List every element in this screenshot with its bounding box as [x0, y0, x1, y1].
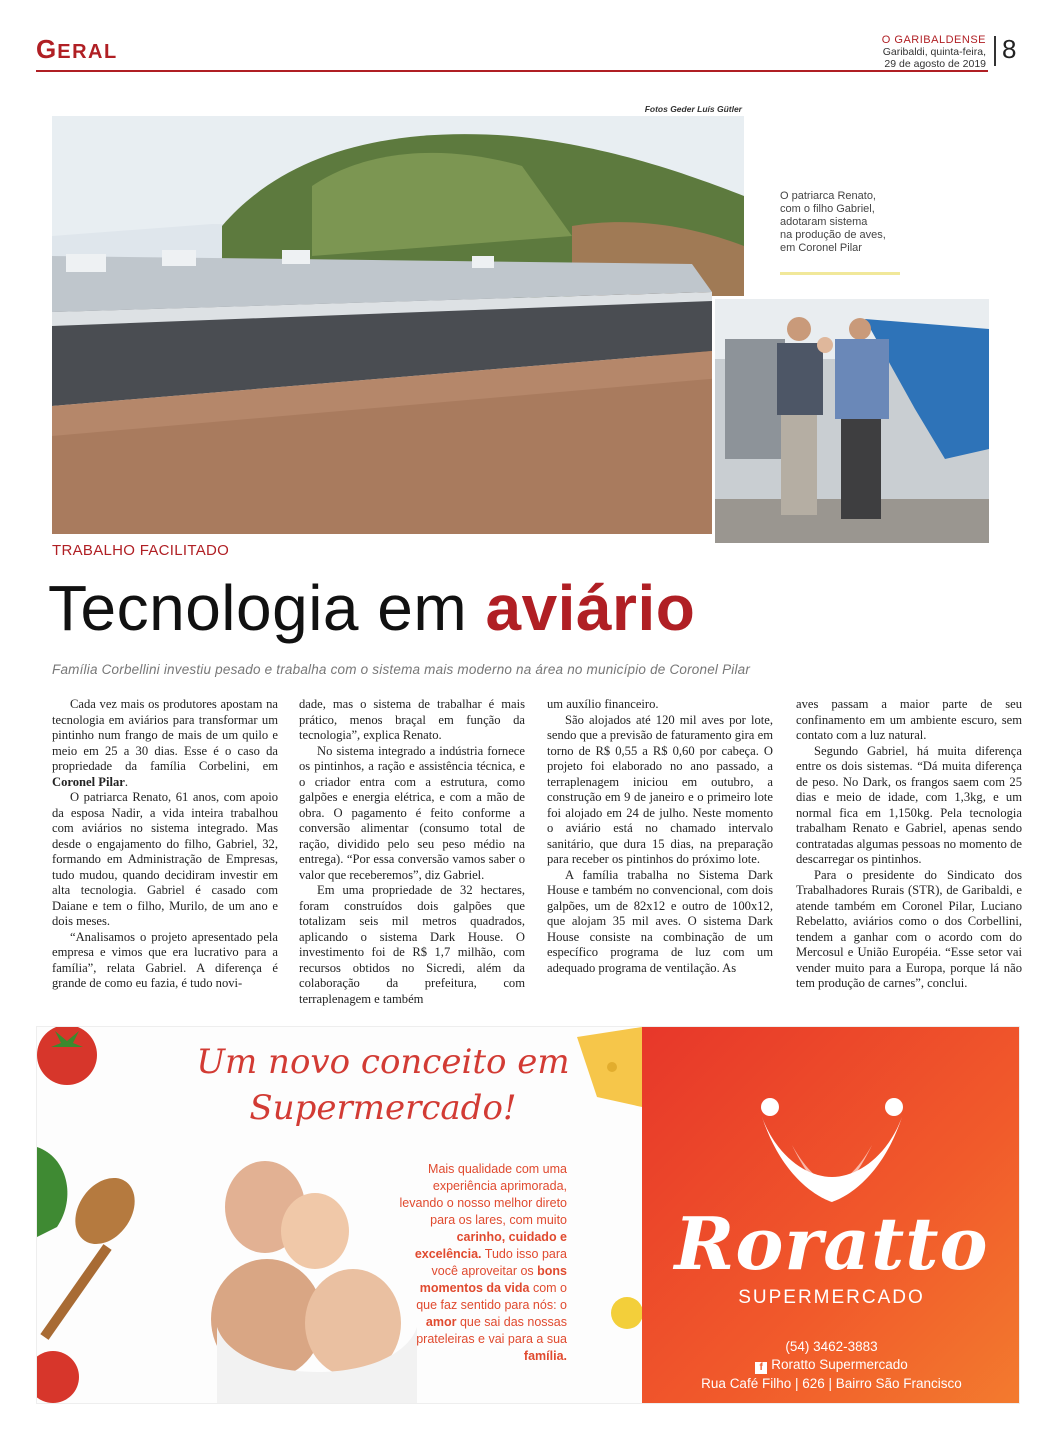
paragraph: um auxílio financeiro. [547, 697, 659, 711]
article-column-2 [299, 697, 525, 1007]
lemon-icon [611, 1297, 642, 1329]
ad-copy [399, 1161, 567, 1365]
article-headline [48, 570, 695, 646]
paragraph: No sistema integrado a indústria fornece os pintinhos, a ração e assistência técnica, e o criador entra com a estrutura, como galpões e energia elétrica, e com a mão de obra. O pagamento é feito conforme a conversão alimentar (consumo total de ração, dividido pelo seu peso médio na entrega). “Por essa conversão vamos saber o valor que receberemos”, diz Gabriel. [299, 743, 525, 882]
newspaper-name: O GARIBALDENSE [881, 34, 986, 46]
article-column-1 [52, 697, 278, 992]
aviary-photo-illustration [52, 116, 744, 534]
article-kicker: TRABALHO FACILITADO [52, 542, 230, 559]
paragraph-text: Cada vez mais os produtores apostam na tecnologia em aviários para transformar um pintinho num frango de mais de um quilo e meio em 25 a 30 dias. Esse é o caso da propriedade da família Corbelini, em [52, 697, 278, 773]
supermarket-ad [36, 1026, 1020, 1404]
paragraph: A família trabalha no Sistema Dark House e também no convencional, com dois galpões, um de 82x12 e outro de 100x12, que alojam 35 mil aves. O sistema Dark House consiste na combinação de um específico programa de luz com um adequado programa de ventilação. As [547, 867, 773, 975]
section-rest: ERAL [57, 41, 118, 63]
section-label [36, 34, 118, 65]
ad-copy-text: Mais qualidade com uma experiência aprimorada, levando o nosso melhor direto para os lares, com muito [399, 1162, 567, 1227]
brand-name: Roratto [674, 1201, 989, 1286]
ad-copy-bold: carinho, cuidado e excelência. [414, 1230, 567, 1261]
facebook-name: Roratto Supermercado [771, 1357, 908, 1372]
ad-copy-bold: bons momentos da vida [419, 1264, 567, 1295]
ad-copy-text: Tudo isso para você aproveitar os [431, 1247, 567, 1278]
article-column-3 [547, 697, 773, 976]
ad-phone: (54) 3462-3883 [785, 1339, 878, 1354]
ad-brand-panel [642, 1027, 1020, 1404]
ad-left-panel [37, 1027, 642, 1404]
headline-main: Tecnologia em [48, 572, 468, 644]
ad-copy-bold: família. [523, 1349, 567, 1363]
slogan-line: Um novo conceito em [196, 1042, 570, 1082]
ad-copy-bold: amor [425, 1315, 457, 1329]
paragraph: Em uma propriedade de 32 hectares, foram construídos dois galpões que totalizam seis mil metros quadrados, aplicando o sistema Dark House. O investimento foi de R$ 1,7 milhão, com recursos obtidos no Sicredi, além da colaboração da prefeitura, com terraplenagem e também [299, 883, 525, 1006]
header-rule [36, 70, 988, 72]
place-day: Garibaldi, quinta-feira, [882, 46, 986, 58]
brand-subtitle: SUPERMERCADO [738, 1287, 925, 1308]
leaf-icon [37, 1147, 67, 1237]
caption-line: com o filho Gabriel, [780, 203, 875, 215]
ad-copy-text: que sai das nossas prateleiras e vai para a sua [416, 1315, 567, 1346]
spoon-icon [63, 1167, 147, 1256]
ad-copy-text: com o que faz sentido para nós: o [416, 1281, 567, 1312]
caption-line: em Coronel Pilar [780, 242, 862, 254]
page-number: 8 [1002, 34, 1017, 64]
ad-address: Rua Café Filho | 626 | Bairro São Francisco [701, 1376, 962, 1391]
caption-rule [780, 272, 900, 275]
section-initial: G [36, 34, 58, 64]
ad-slogan [153, 1039, 613, 1131]
aviary-photo [52, 116, 744, 534]
paragraph: Segundo Gabriel, há muita diferença entre os dois sistemas. “Dá muita diferença de peso. No Dark, os frangos saem com 25 dias e meio de idade, com 1,3kg, e um normal fica em 1,150kg. Pela tecnologia trabalham Renato e Gabriel, apenas sendo contratadas algumas pessoas no momento de descarregar os pintinhos. [796, 743, 1022, 866]
photo-credit: Fotos Geder Luís Gütler [644, 104, 742, 114]
paragraph: O patriarca Renato, 61 anos, com apoio da esposa Nadir, a vida inteira trabalhou com aviários no sistema integrado. Mas desde o engajamento do filho, Gabriel, 32, formando em Administração de Empresas, tudo mudou, quando decidiram investir em alta tecnologia. Gabriel é casado com Daiane e tem o filho, Murilo, de um ano e dois meses. [52, 790, 278, 928]
caption-line: O patriarca Renato, [780, 190, 876, 202]
paragraph: aves passam a maior parte de seu confinamento em um ambiente escuro, sem contato com a luz natural. [796, 697, 1022, 742]
ad-facebook [642, 1357, 1020, 1374]
paragraph: “Analisamos o projeto apresentado pela empresa e vimos que era lucrativo para a família”, relata Gabriel. A diferença é grande de como eu fazia, é tudo novi- [52, 929, 278, 990]
masthead [882, 34, 986, 70]
paragraph: Para o presidente do Sindicato dos Trabalhadores Rurais (STR), de Garibaldi, e atende também em Coronel Pilar, Luciano Rebelatto, aviários como o dos Corbellini, tendem a ganhar com o acordo com do Mercosul e União Européia. “Esse setor vai vender muito para a Europa, porque lá não tem produção de carnes”, conclui. [796, 867, 1022, 990]
slogan-line: Supermercado! [249, 1088, 517, 1128]
family-photo-illustration [715, 299, 989, 543]
article-deck: Família Corbellini investiu pesado e trabalha com o sistema mais moderno na área no município de Coronel Pilar [52, 662, 751, 677]
paragraph: Cada vez mais os produtores apostam na tecnologia em aviários para transformar um pintinho num frango de mais de um quilo e meio em 25 a 30 dias. Esse é o caso da propriedade da família Corbelini, em Coronel Pilar. [52, 697, 278, 789]
caption-line: na produção de aves, [780, 229, 886, 241]
family-photo [712, 296, 992, 546]
tomato-icon [37, 1027, 97, 1085]
paragraph: São alojados até 120 mil aves por lote, sendo que a previsão de faturamento gira em torno de R$ 0,55 a R$ 0,60 por cabeça. O projeto foi elaborado no ano passado, a terraplenagem iniciou em outubro, a construção em 9 de janeiro e o primeiro lote foi alojado em 24 de julho. Neste momento o aviário está no chamado intervalo sanitário, que dura 15 dias, na preparação para receber os pintinhos do próximo lote. [547, 712, 773, 866]
photo-caption [780, 190, 920, 255]
issue-date: 29 de agosto de 2019 [884, 58, 986, 70]
page-separator [994, 36, 996, 66]
paragraph: dade, mas o sistema de trabalhar é mais prático, menos braçal em função da tecnologia”, explica Renato. [299, 697, 525, 742]
headline-accent: aviário [485, 572, 696, 644]
facebook-icon: f [755, 1362, 767, 1374]
caption-line: adotaram sistema [780, 216, 868, 228]
article-column-4 [796, 697, 1022, 992]
paragraph-bold: Coronel Pilar [52, 774, 125, 789]
